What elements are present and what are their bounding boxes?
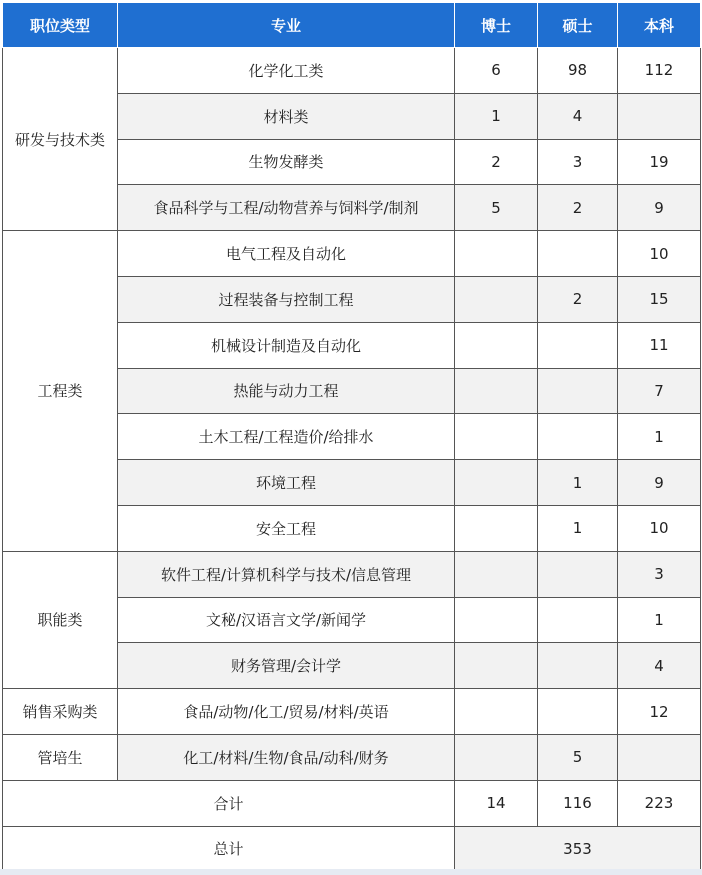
bachelor-cell: 9 xyxy=(618,460,701,506)
master-cell: 1 xyxy=(538,505,618,551)
bachelor-cell: 19 xyxy=(618,139,701,185)
major-cell: 环境工程 xyxy=(118,460,455,506)
table-row xyxy=(3,734,701,780)
master-cell xyxy=(538,551,618,597)
table-row xyxy=(3,689,701,735)
phd-cell: 5 xyxy=(455,185,538,231)
subtotal-phd: 14 xyxy=(455,780,538,826)
major-cell: 机械设计制造及自动化 xyxy=(118,322,455,368)
master-cell: 5 xyxy=(538,734,618,780)
phd-cell: 1 xyxy=(455,93,538,139)
bachelor-cell: 112 xyxy=(618,48,701,94)
phd-cell xyxy=(455,322,538,368)
table-row xyxy=(3,551,701,597)
bachelor-cell: 9 xyxy=(618,185,701,231)
bachelor-cell: 4 xyxy=(618,643,701,689)
total-value: 353 xyxy=(455,826,701,872)
master-cell xyxy=(538,597,618,643)
major-cell: 过程装备与控制工程 xyxy=(118,276,455,322)
phd-cell xyxy=(455,689,538,735)
major-cell: 化学化工类 xyxy=(118,48,455,94)
master-cell xyxy=(538,414,618,460)
master-cell xyxy=(538,231,618,277)
recruitment-table xyxy=(2,2,701,872)
major-cell: 土木工程/工程造价/给排水 xyxy=(118,414,455,460)
phd-cell xyxy=(455,597,538,643)
major-cell: 生物发酵类 xyxy=(118,139,455,185)
major-cell: 食品科学与工程/动物营养与饲料学/制剂 xyxy=(118,185,455,231)
phd-cell xyxy=(455,276,538,322)
master-cell xyxy=(538,368,618,414)
category-cell-rd: 研发与技术类 xyxy=(3,48,118,231)
bachelor-cell: 11 xyxy=(618,322,701,368)
total-label: 总计 xyxy=(3,826,455,872)
bachelor-cell xyxy=(618,734,701,780)
major-cell: 热能与动力工程 xyxy=(118,368,455,414)
master-cell: 4 xyxy=(538,93,618,139)
bachelor-cell: 12 xyxy=(618,689,701,735)
bachelor-cell: 1 xyxy=(618,597,701,643)
phd-cell: 2 xyxy=(455,139,538,185)
bottom-strip xyxy=(0,869,702,875)
phd-cell xyxy=(455,505,538,551)
major-cell: 材料类 xyxy=(118,93,455,139)
master-cell: 98 xyxy=(538,48,618,94)
phd-cell: 6 xyxy=(455,48,538,94)
bachelor-cell: 7 xyxy=(618,368,701,414)
header-bachelor: 本科 xyxy=(618,3,701,48)
subtotal-master: 116 xyxy=(538,780,618,826)
phd-cell xyxy=(455,368,538,414)
master-cell xyxy=(538,643,618,689)
table-row xyxy=(3,231,701,277)
subtotal-bachelor: 223 xyxy=(618,780,701,826)
master-cell: 2 xyxy=(538,185,618,231)
subtotal-label: 合计 xyxy=(3,780,455,826)
table-row xyxy=(3,48,701,94)
bachelor-cell xyxy=(618,93,701,139)
header-job-type: 职位类型 xyxy=(3,3,118,48)
phd-cell xyxy=(455,460,538,506)
phd-cell xyxy=(455,643,538,689)
bachelor-cell: 15 xyxy=(618,276,701,322)
major-cell: 电气工程及自动化 xyxy=(118,231,455,277)
major-cell: 文秘/汉语言文学/新闻学 xyxy=(118,597,455,643)
header-major: 专业 xyxy=(118,3,455,48)
major-cell: 化工/材料/生物/食品/动科/财务 xyxy=(118,734,455,780)
major-cell: 安全工程 xyxy=(118,505,455,551)
header-row xyxy=(3,3,701,48)
phd-cell xyxy=(455,734,538,780)
master-cell xyxy=(538,689,618,735)
category-cell-sales: 销售采购类 xyxy=(3,689,118,735)
subtotal-row xyxy=(3,780,701,826)
bachelor-cell: 10 xyxy=(618,505,701,551)
header-master: 硕士 xyxy=(538,3,618,48)
master-cell: 1 xyxy=(538,460,618,506)
header-phd: 博士 xyxy=(455,3,538,48)
major-cell: 软件工程/计算机科学与技术/信息管理 xyxy=(118,551,455,597)
total-row xyxy=(3,826,701,872)
bachelor-cell: 1 xyxy=(618,414,701,460)
phd-cell xyxy=(455,231,538,277)
category-cell-func: 职能类 xyxy=(3,551,118,688)
phd-cell xyxy=(455,551,538,597)
master-cell: 3 xyxy=(538,139,618,185)
category-cell-trainee: 管培生 xyxy=(3,734,118,780)
category-cell-eng: 工程类 xyxy=(3,231,118,552)
master-cell: 2 xyxy=(538,276,618,322)
phd-cell xyxy=(455,414,538,460)
bachelor-cell: 3 xyxy=(618,551,701,597)
major-cell: 食品/动物/化工/贸易/材料/英语 xyxy=(118,689,455,735)
master-cell xyxy=(538,322,618,368)
major-cell: 财务管理/会计学 xyxy=(118,643,455,689)
bachelor-cell: 10 xyxy=(618,231,701,277)
